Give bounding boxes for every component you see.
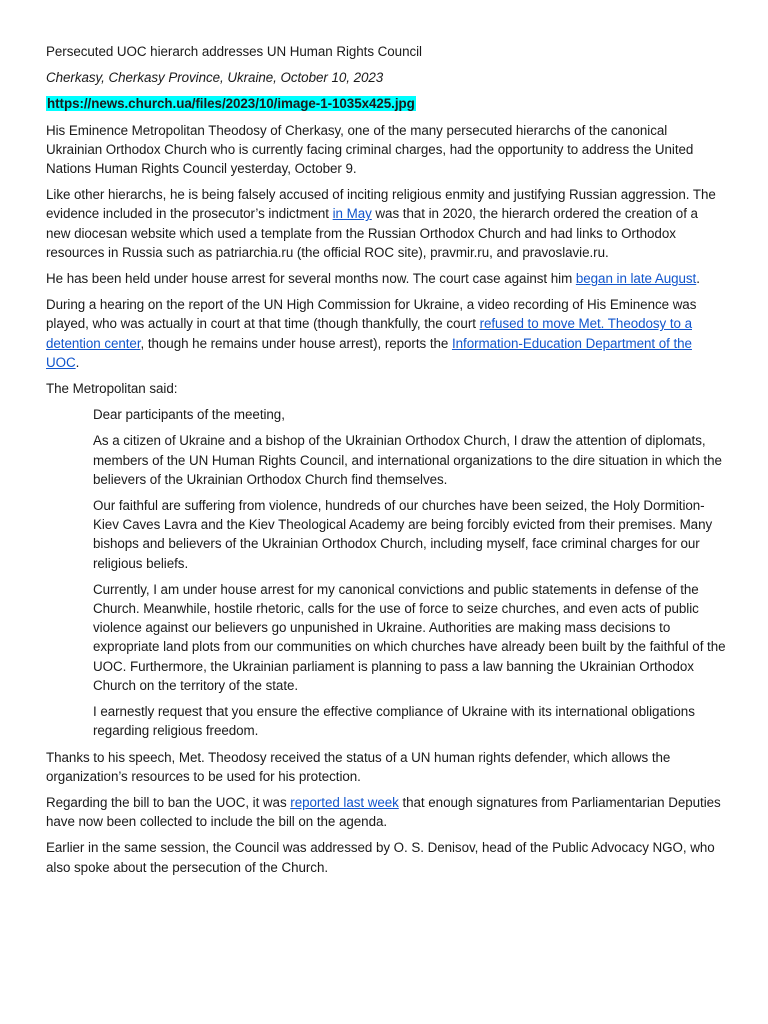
quote-paragraph: I earnestly request that you ensure the effective compliance of Ukraine with its international obligations regarding religious freedom. [93,704,695,739]
text-segment: , though he remains under house arrest), reports the [140,335,452,351]
text-segment: He has been held under house arrest for several months now. The court case against him [46,271,576,287]
paragraph-metropolitan-said: The Metropolitan said: [46,381,178,397]
quote-paragraph: As a citizen of Ukraine and a bishop of the Ukrainian Orthodox Church, I draw the attention of diplomats, members of the UN Human Rights Council, and international organizations to the dire situation in which the believers of the Ukrainian Orthodox Church find themselves. [93,433,722,487]
paragraph-accusation [46,185,726,262]
text-segment: Like other hierarchs, he is being falsely accused of inciting religious enmity and justifying Russian aggression. The evidence included in the prosecutor’s indictment [46,187,716,222]
paragraph-human-rights-defender: Thanks to his speech, Met. Theodosy received the status of a UN human rights defender, which allows the organization’s resources to be used for his protection. [46,749,671,784]
text-segment: was that in 2020, the hierarch ordered the creation of a new diocesan website which used a template from the Russian Orthodox Church and had links to Orthodox resources in Russia such as patriarchia.ru (the official ROC site), pravmir.ru, and pravoslavie.ru. [46,206,698,260]
paragraph-house-arrest [46,269,726,288]
image-url-line [46,94,726,113]
text-segment: Regarding the bill to ban the UOC, it was [46,794,291,810]
text-segment: that enough signatures from Parliamentarian Deputies have now been collected to include the bill on the agenda. [46,794,721,830]
quote-paragraph: Currently, I am under house arrest for my canonical convictions and public statements in defense of the Church. Meanwhile, hostile rhetoric, calls for the use of force to seize churches, and even acts of public violence against our believers go unpunished in Ukraine. Authorities are making mass decisions to expropriate land plots from our communities on which churches have already been built by the faithful of the UOC. Furthermore, the Ukrainian parliament is planning to pass a law banning the Ukrainian Orthodox Church on the territory of the state. [93,581,726,693]
text-segment: . [75,354,80,370]
paragraph-bill [46,793,726,831]
quote-paragraph: Our faithful are suffering from violence, hundreds of our churches have been seized, the Holy Dormition-Kiev Caves Lavra and the Kiev Theological Academy are being forcibly evicted from their premises. Many bishops and believers of the Ukrainian Orthodox Church, including myself, face criminal charges for our religious beliefs. [93,498,713,571]
link-in-may[interactable]: in May [332,206,372,222]
image-url[interactable]: https://news.church.ua/files/2023/10/image-1-1035x425.jpg [47,96,415,112]
article-dateline: Cherkasy, Cherkasy Province, Ukraine, October 10, 2023 [46,70,384,86]
article-title: Persecuted UOC hierarch addresses UN Human Rights Council [46,44,422,59]
paragraph-hearing [46,295,726,372]
blockquote [93,405,726,740]
text-segment: During a hearing on the report of the UN High Commission for Ukraine, a video recording of His Eminence was played, who was actually in court at that time (though thankfully, the court [46,297,697,332]
quote-greeting: Dear participants of the meeting, [93,407,285,423]
link-information-education-department[interactable]: Information-Education Department of the UOC [46,335,692,370]
paragraph-denisov: Earlier in the same session, the Council was addressed by O. S. Denisov, head of the Public Advocacy NGO, who also spoke about the persecution of the Church. [46,840,715,875]
document-page [46,42,726,884]
paragraph-intro: His Eminence Metropolitan Theodosy of Cherkasy, one of the many persecuted hierarchs of the canonical Ukrainian Orthodox Church who is currently facing criminal charges, had the opportunity to address the United Nations Human Rights Council yesterday, October 9. [46,122,694,177]
text-segment: . [696,271,700,287]
link-refused-detention[interactable]: refused to move Met. Theodosy to a detention center [46,316,692,351]
link-began-late-august[interactable]: began in late August [575,271,697,287]
link-reported-last-week[interactable]: reported last week [290,794,399,810]
